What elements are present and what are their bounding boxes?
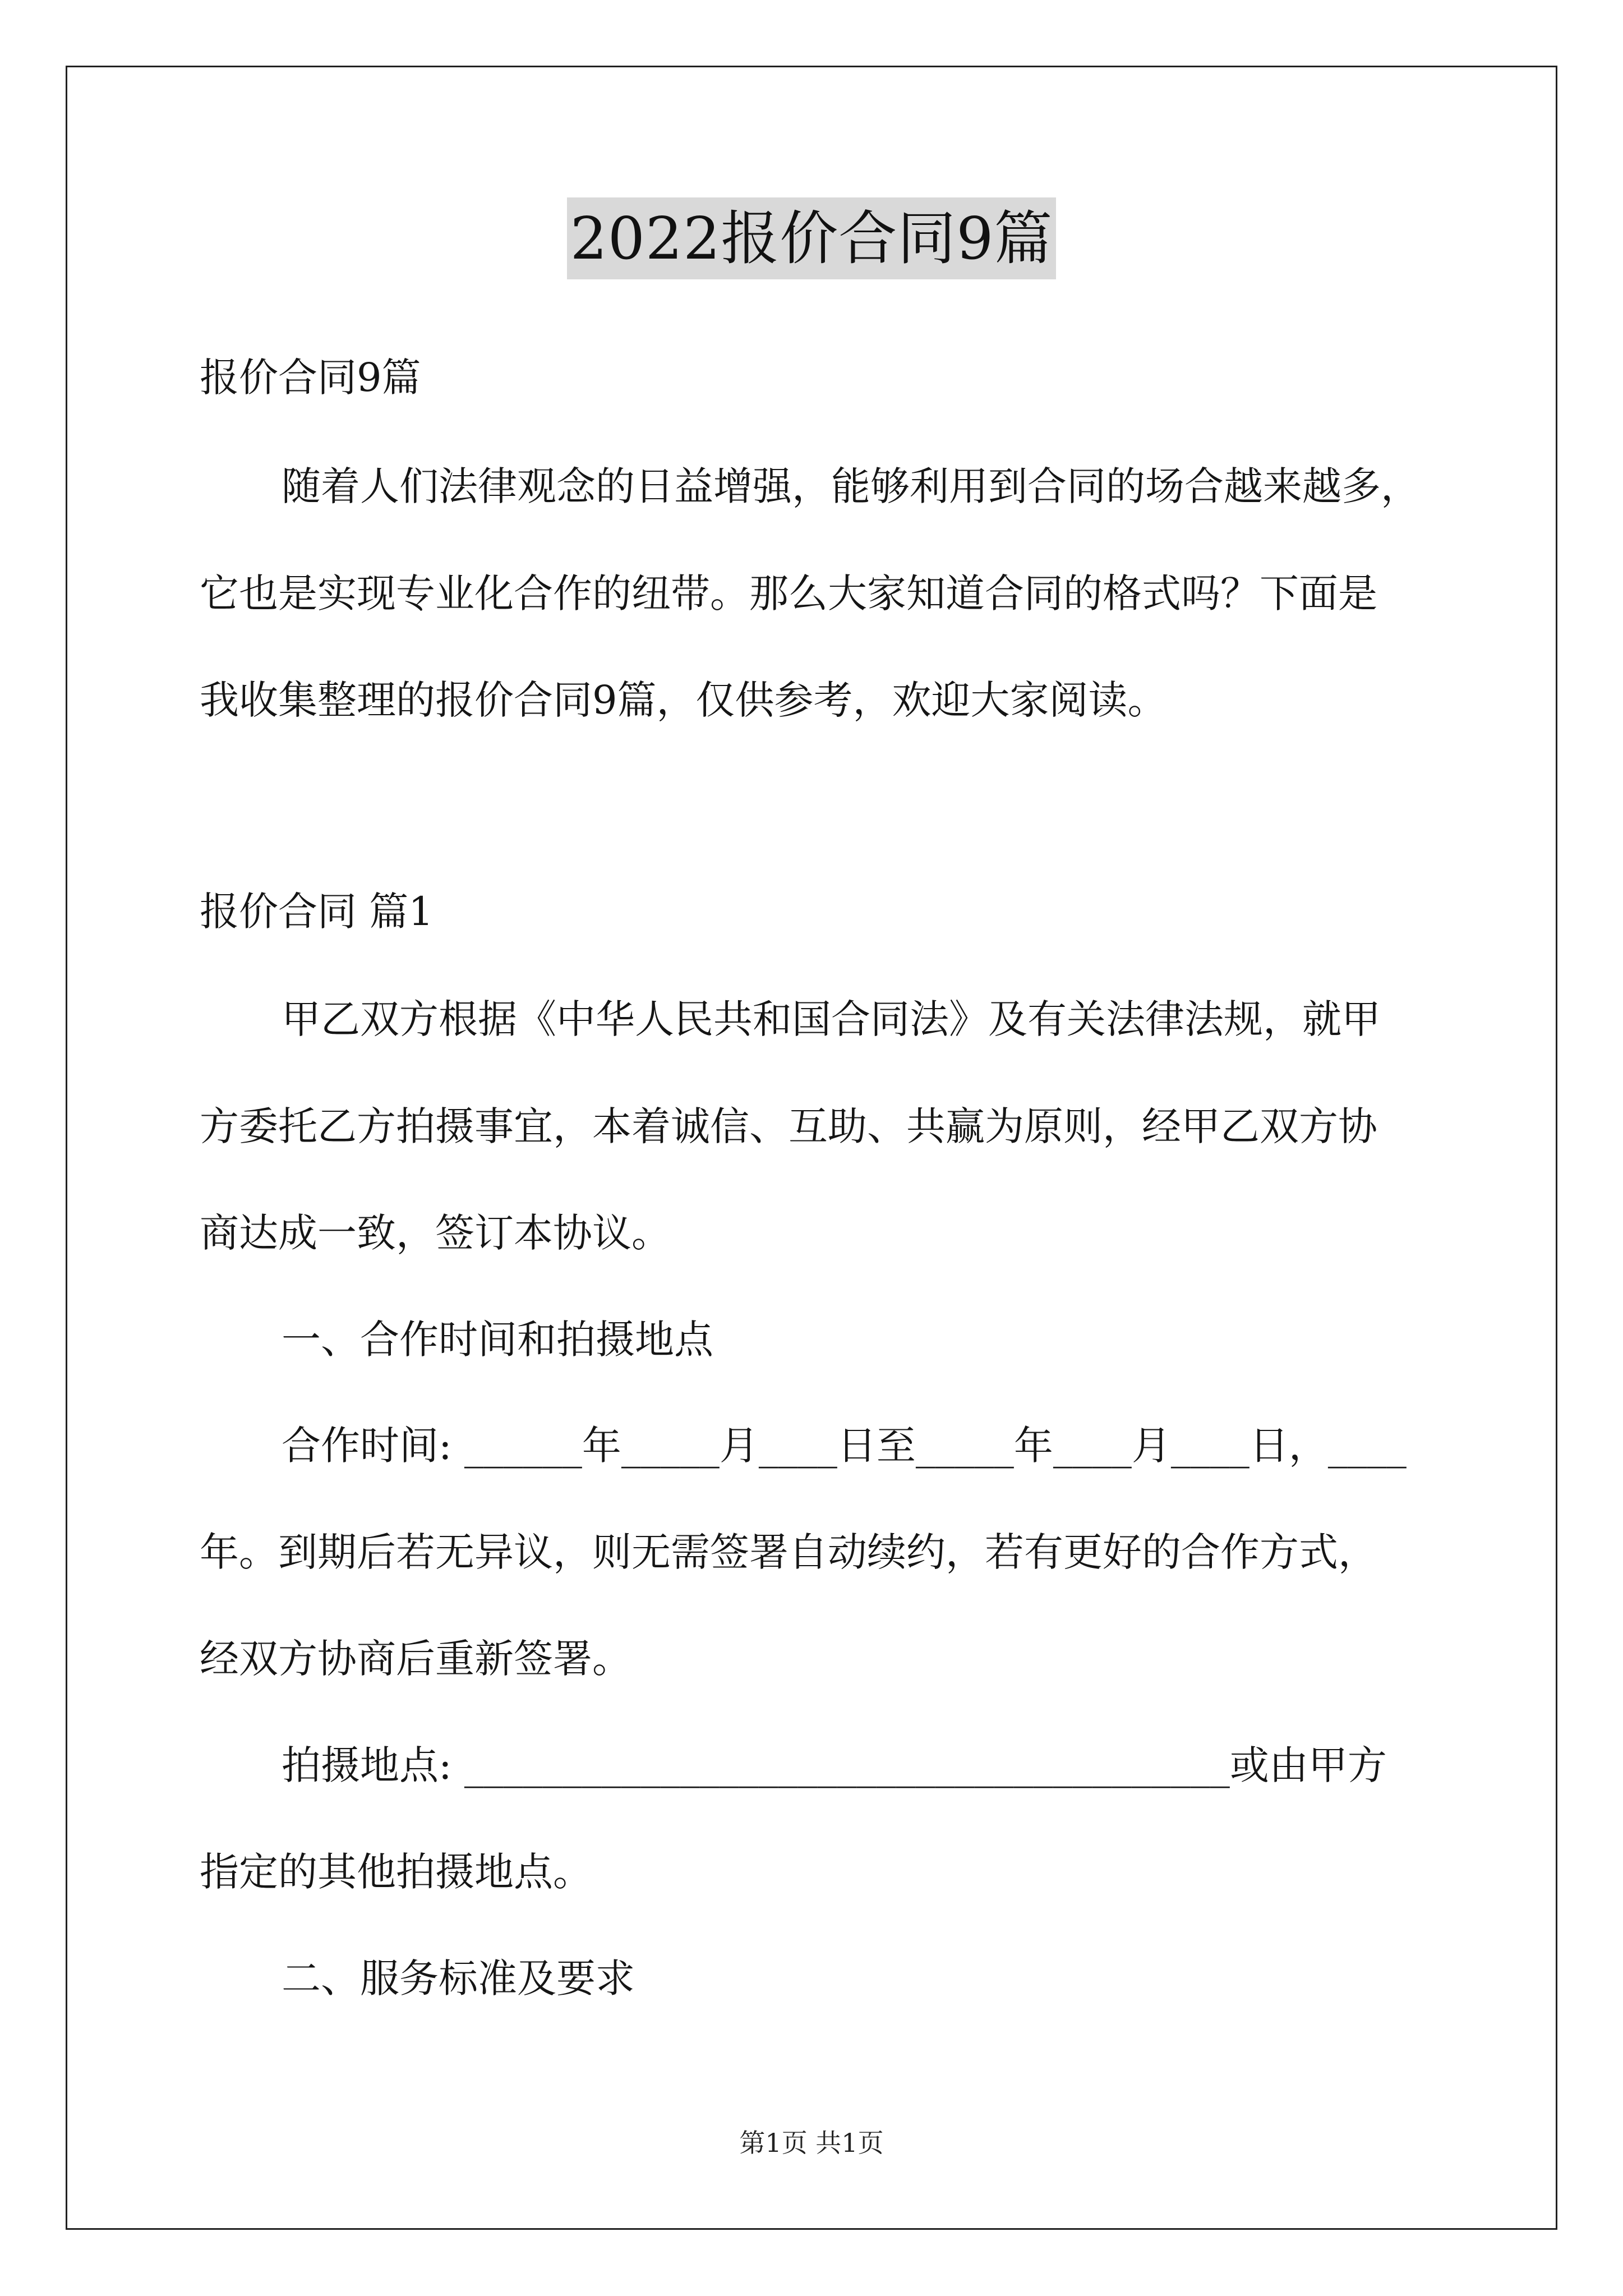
clause-heading-1: 一、合作时间和拍摄地点 (282, 1317, 713, 1363)
clause-heading-2: 二、服务标准及要求 (282, 1955, 635, 2001)
shooting-location-line: 拍摄地点: _______________________________________或由甲方 (282, 1742, 1387, 1788)
body-line-3: 商达成一致，签订本协议。 (200, 1210, 671, 1256)
body-line-1: 甲乙双方根据《中华人民共和国合同法》及有关法律法规，就甲 (282, 996, 1381, 1042)
intro-line-1: 随着人们法律观念的日益增强，能够利用到合同的场合越来越多， (282, 463, 1420, 509)
body-line-9: 指定的其他拍摄地点。 (200, 1849, 592, 1895)
document-title: 2022报价合同9篇 (567, 197, 1057, 279)
body-line-2: 方委托乙方拍摄事宜，本着诚信、互助、共赢为原则，经甲乙双方协 (200, 1103, 1377, 1149)
body-line-6: 年。到期后若无异议，则无需签署自动续约，若有更好的合作方式， (200, 1529, 1377, 1575)
title-container (0, 197, 1623, 279)
cooperation-time-line: 合作时间: ______年_____月____日至_____年____月____日，____ (282, 1423, 1407, 1469)
page-footer: 第1页 共1页 (739, 2128, 884, 2158)
subtitle: 报价合同9篇 (200, 355, 421, 401)
body-line-7: 经双方协商后重新签署。 (200, 1636, 631, 1682)
intro-line-3: 我收集整理的报价合同9篇，仅供参考，欢迎大家阅读。 (200, 677, 1167, 723)
section-heading: 报价合同 篇1 (200, 889, 434, 935)
intro-line-2: 它也是实现专业化合作的纽带。那么大家知道合同的格式吗？下面是 (200, 570, 1377, 616)
